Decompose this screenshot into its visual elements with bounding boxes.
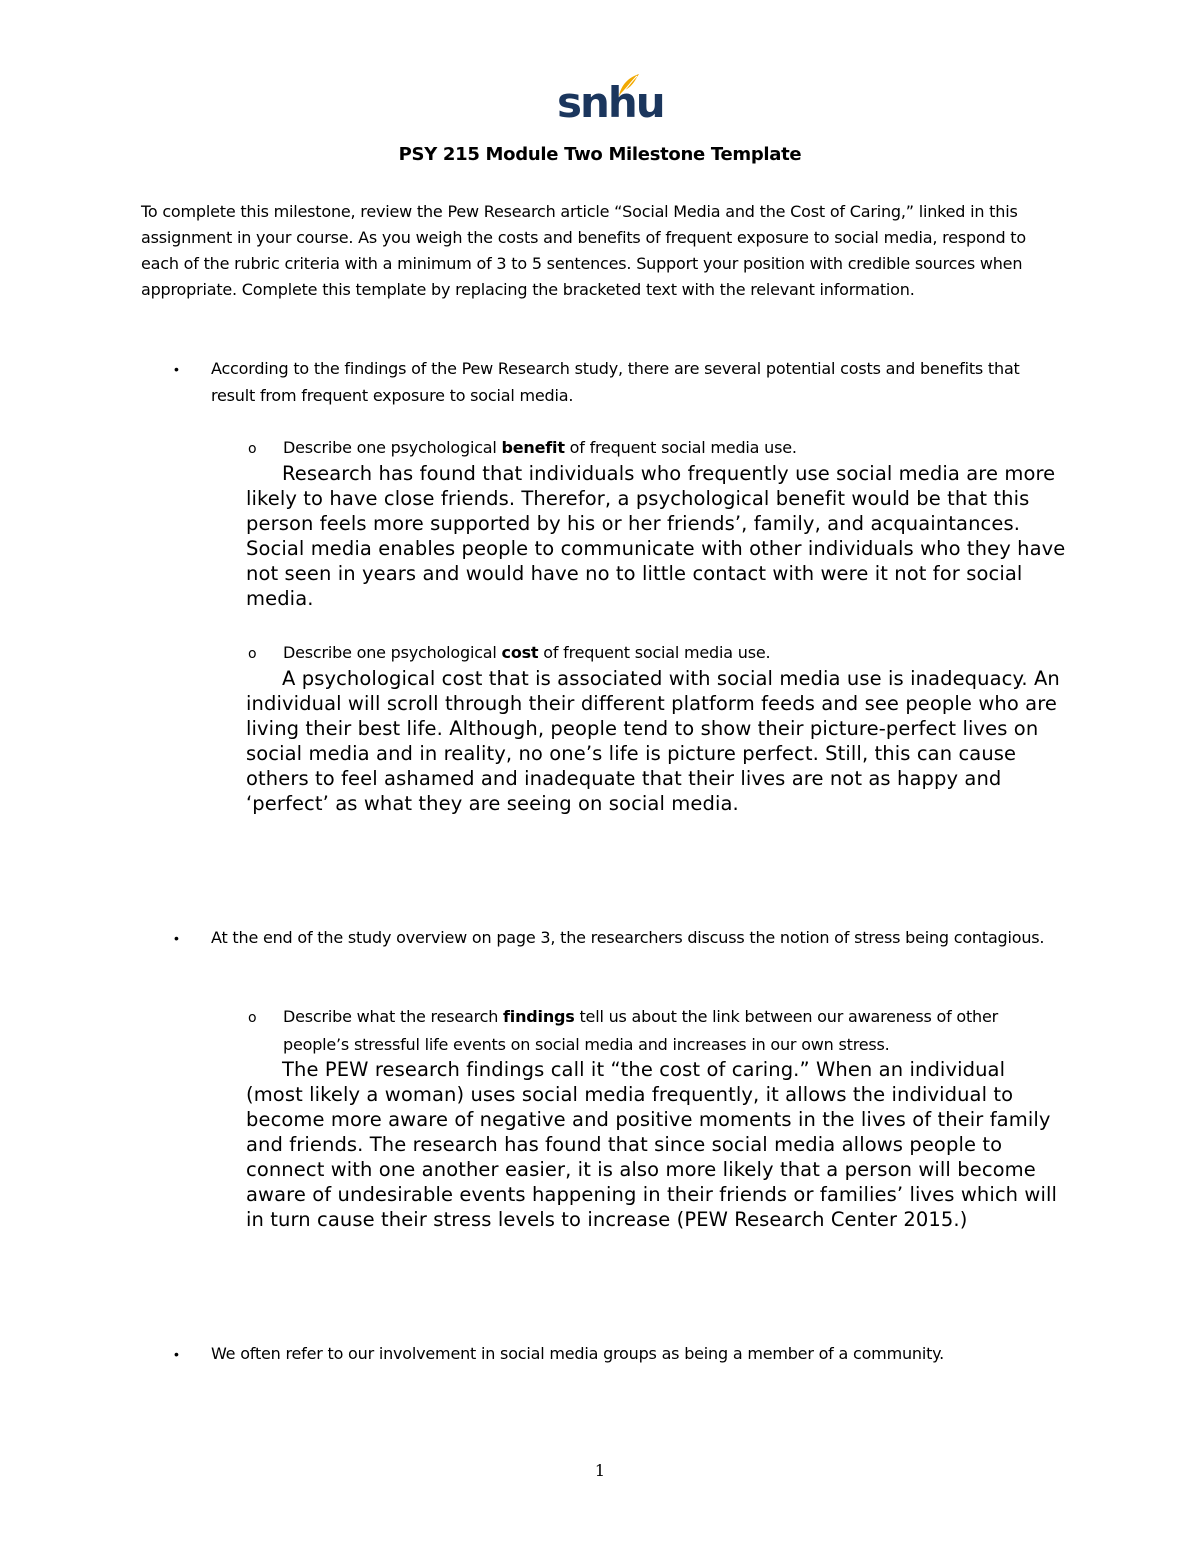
snhu-logo	[553, 72, 664, 134]
logo-wordmark: snhu	[557, 78, 664, 127]
section-1-bullet-text: According to the findings of the Pew Research study, there are several potential costs and benefits that result from frequent exposure to social media.	[211, 359, 1020, 405]
intro-paragraph: To complete this milestone, review the Pew Research article “Social Media and the Cost of Caring,” linked in this assignment in your course. As you weigh the costs and benefits of frequent exposure to social media, respond to each of the rubric criteria with a minimum of 3 to 5 sentences. Support your position with credible sources when appropriate. Complete this template by replacing the bracketed text with the relevant information.	[141, 202, 1026, 299]
section-1-item-2-answer: A psychological cost that is associated with social media use is inadequacy. An individual will scroll through their different platform feeds and see people who are living their best life. Although, people tend to show their picture-perfect lives on social media and in reality, no one’s life is picture perfect. Still, this can cause others to feel ashamed and inadequate that their lives are not as happy and ‘perfect’ as what they are seeing on social media.	[246, 667, 1060, 815]
sub-bullet-icon: o	[248, 646, 257, 662]
section-3-bullet-text: We often refer to our involvement in social media groups as being a member of a community.	[211, 1344, 945, 1363]
bullet-icon: •	[174, 361, 179, 377]
section-2-item-1-answer: The PEW research findings call it “the cost of caring.” When an individual (most likely a woman) uses social media frequently, it allows the individual to become more aware of negative and positive moments in the lives of their family and friends. The research has found that since social media allows people to connect with one another easier, it is also more likely that a person will become aware of undesirable events happening in their friends or families’ lives which will in turn cause their stress levels to increase (PEW Research Center 2015.)	[246, 1058, 1058, 1231]
section-2-item-1-prompt: Describe what the research findings tell us about the link between our awareness of other people’s stressful life events on social media and increases in our own stress.	[283, 1007, 999, 1054]
bullet-icon: •	[174, 1346, 179, 1362]
section-2-bullet-text: At the end of the study overview on page 3, the researchers discuss the notion of stress being contagious.	[211, 928, 1045, 947]
section-1-item-2-prompt: Describe one psychological cost of frequent social media use.	[283, 643, 771, 662]
sub-bullet-icon: o	[248, 441, 257, 457]
page-title: PSY 215 Module Two Milestone Template	[398, 144, 802, 165]
page-number: 1	[594, 1461, 606, 1480]
section-1-item-1-prompt: Describe one psychological benefit of frequent social media use.	[283, 438, 797, 457]
section-1-item-1-answer: Research has found that individuals who frequently use social media are more likely to have close friends. Therefor, a psychological benefit would be that this person feels more supported by his or her friends’, family, and acquaintances. Social media enables people to communicate with other individuals who they have not seen in years and would have no to little contact with were it not for social media.	[246, 462, 1066, 610]
sub-bullet-icon: o	[248, 1010, 257, 1026]
bullet-icon: •	[174, 930, 179, 946]
